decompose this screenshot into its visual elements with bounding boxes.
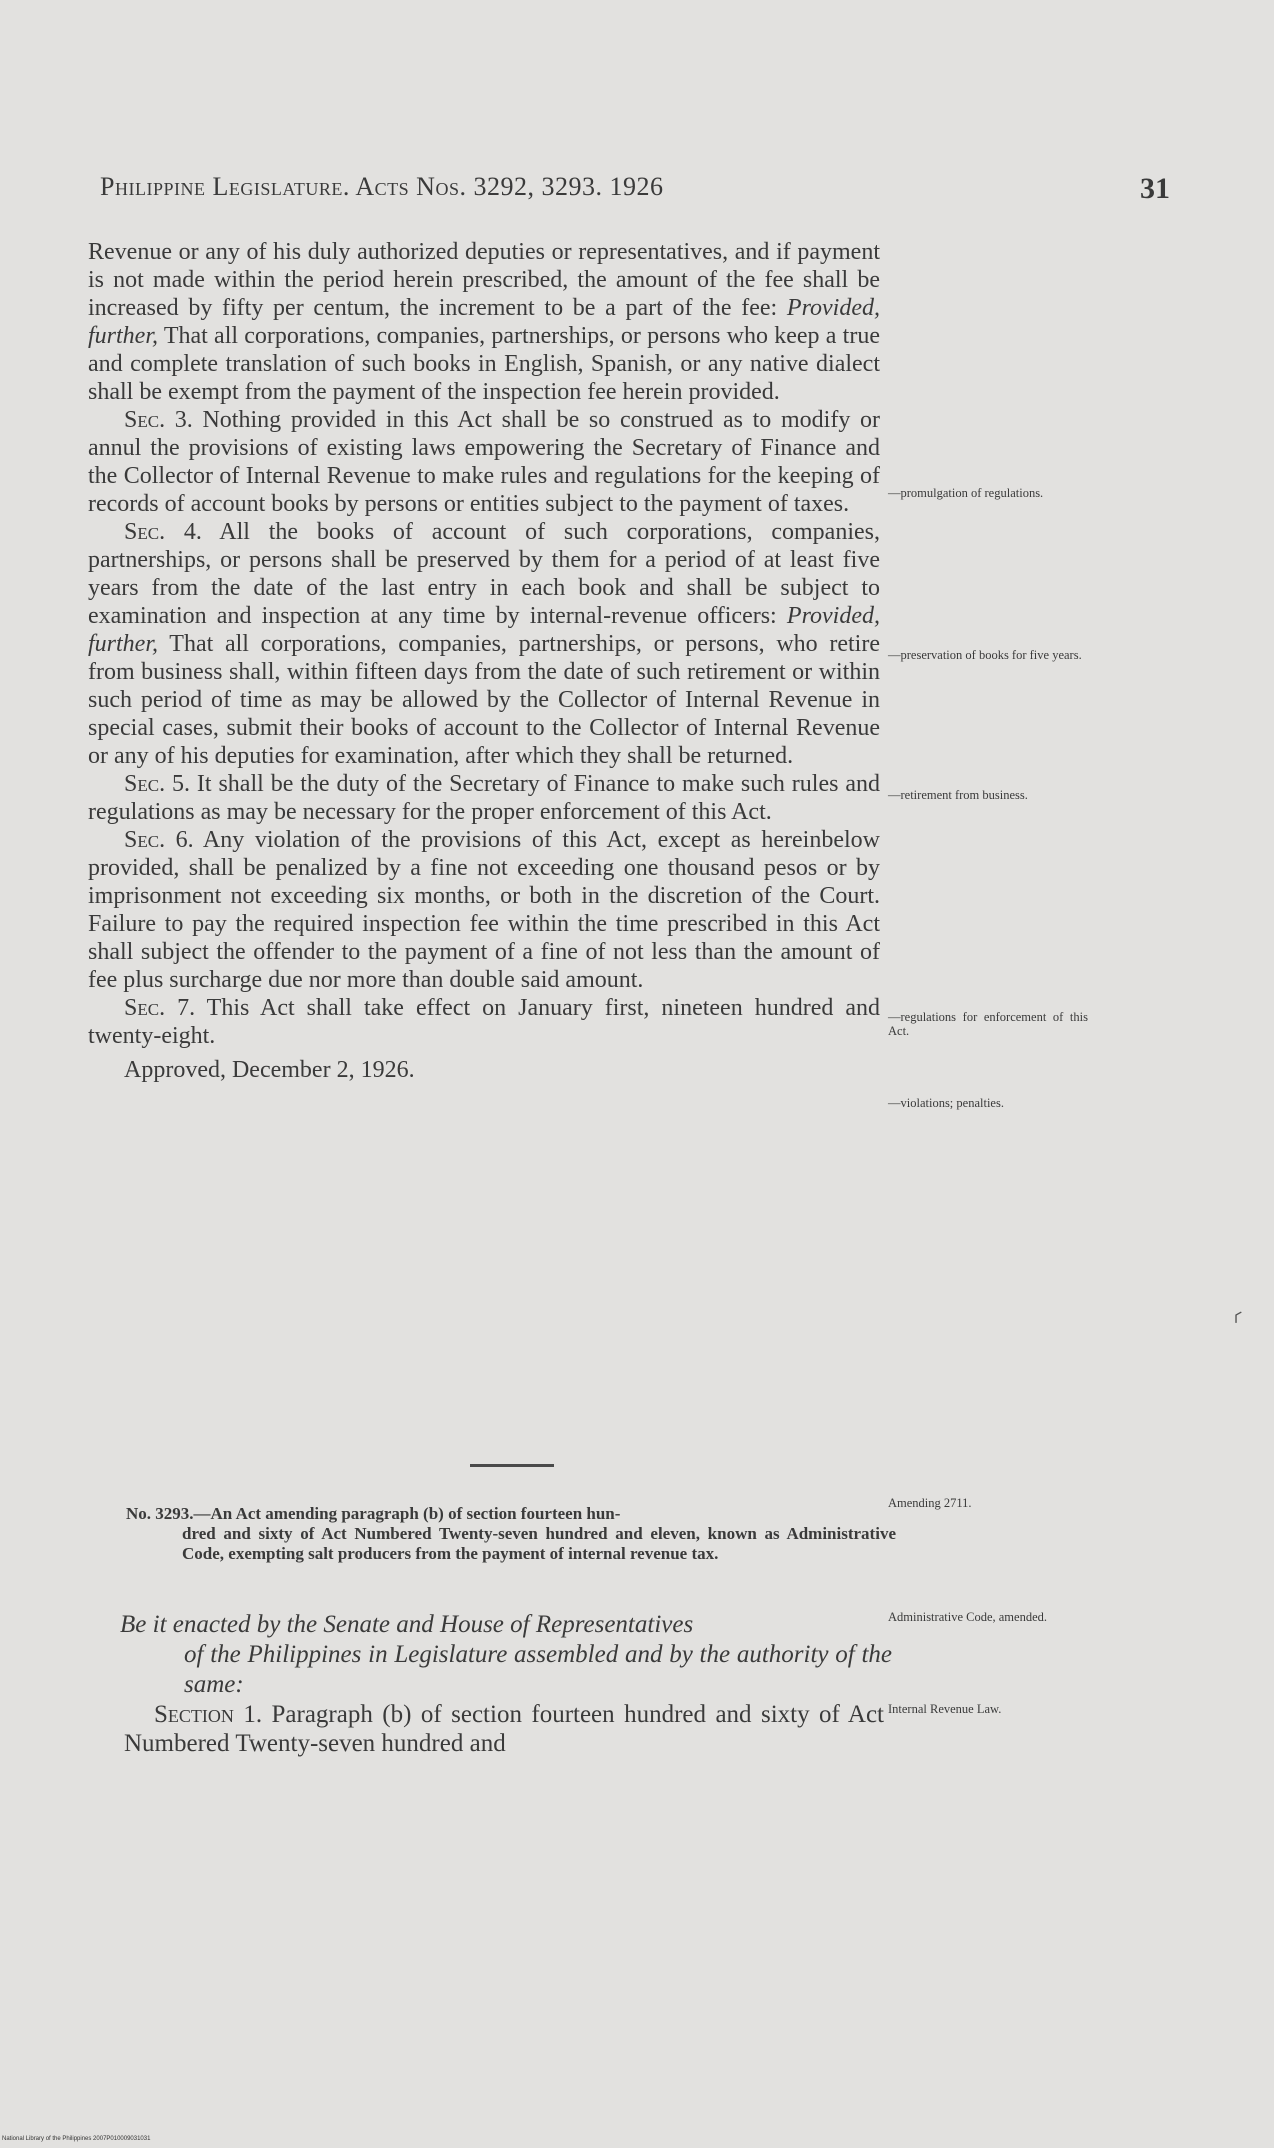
section-divider [470,1464,554,1467]
enacting-clause: Be it enacted by the Senate and House of Representatives of the Philippines in Legislature assembled and by the authority of the same: [120,1611,892,1698]
section-4: Sec. 4. All the books of account of such corporations, companies, partnerships, or persons shall be preserved by them for a period of at least five years from the date of the last entry in each book and shall be subject to examination and inspection at any time by internal-revenue officers: Provided, further, That all corporations, companies, partnerships, or persons, who retire from business shall, within fifteen days from the date of such retirement or within such period of time as may be allowed by the Collector of Internal Revenue in special cases, submit their books of account to the Collector of Internal Revenue or any of his deputies for examination, after which they shall be returned. [88,519,881,769]
margin-note-violations: —violations; penalties. [888,1096,1004,1110]
section-label: Sec. 5. [124,771,190,797]
section-3: Sec. 3. Nothing provided in this Act shall be so construed as to modify or annul the provisions of existing laws empowering the Secretary of Finance and the Collector of Internal Revenue to make rules and regulations for the keeping of records of account books by persons or entities subject to the payment of taxes. [88,407,881,517]
margin-note-admin-code: Administrative Code, amended. [888,1610,1047,1624]
section-7: Sec. 7. This Act shall take effect on January first, nineteen hundred and twenty-eight. [88,995,881,1049]
margin-note-retirement: —retirement from business. [888,788,1028,802]
section-5: Sec. 5. It shall be the duty of the Secretary of Finance to make such rules and regulations as may be necessary for the proper enforcement of this Act. [88,771,881,825]
act-3292-body [88,238,880,1084]
running-header [100,172,1170,212]
act-3293-title: No. 3293.—An Act amending paragraph (b) of section fourteen hun- dred and sixty of Act Numbered Twenty-seven hundred and eleven, known as Administrative Code, exempting salt producers from the payment of internal revenue tax. [126,1504,896,1563]
scan-credit: National Library of the Philippines 2007P010009031031 [2,2136,151,2142]
section-6: Sec. 6. Any violation of the provisions of this Act, except as hereinbelow provided, shall be penalized by a fine not exceeding one thousand pesos or by imprisonment not exceeding six months, or both in the discretion of the Court. Failure to pay the required inspection fee within the time prescribed in this Act shall subject the offender to the payment of a fine of not less than the amount of fee plus surcharge due nor more than double said amount. [88,827,880,993]
proviso-label: Provided, further, [88,603,881,657]
margin-note-promulgation: —promulgation of regulations. [888,486,1044,500]
section-label: Sec. 4. [124,519,202,545]
margin-note-amending: Amending 2711. [888,1496,972,1510]
margin-note-enforcement: —regulations for enforcement of this Act. [888,1010,1088,1038]
margin-note-internal-revenue: Internal Revenue Law. [888,1702,1002,1716]
section-label: Sec. 3. [124,407,193,433]
proviso-label: Provided, further, [88,295,880,349]
margin-note-preservation: —preservation of books for five years. [888,648,1082,662]
continued-paragraph: Revenue or any of his duly authorized deputies or representatives, and if payment is not made within the period herein prescribed, the amount of the fee shall be increased by fifty per centum, the increment to be a part of the fee: Provided, further, That all corporations, companies, partnerships, or persons who keep a true and complete translation of such books in English, Spanish, or any native dialect shall be exempt from the payment of the inspection fee herein provided. [88,239,880,405]
approval-line: Approved, December 2, 1926. [124,1057,415,1083]
section-label: Sec. 7. [124,995,196,1021]
section-label: Section 1. [154,1701,263,1728]
stray-mark: ⸂ [1232,1307,1246,1336]
act-3293-section-1: Section 1. Paragraph (b) of section fourteen hundred and sixty of Act Numbered Twenty-seven hundred and [124,1701,884,1757]
page-number: 31 [1140,172,1170,205]
running-title: Philippine Legislature. Acts Nos. 3292, 3293. 1926 [100,172,664,201]
section-label: Sec. 6. [124,827,194,853]
